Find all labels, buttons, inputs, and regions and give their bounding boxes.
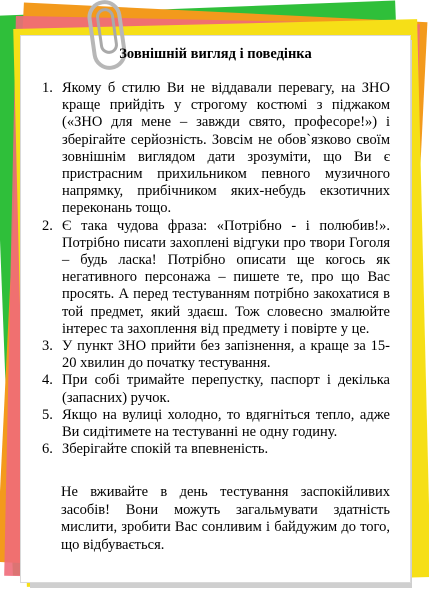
list-item — [42, 372, 390, 406]
warning-note: Не вживайте в день тестування заспокійливих засобів! Вони можуть загальмувати здатність мислити, зробити Вас сонливим і байдужим до того, що відбувається. — [61, 484, 390, 553]
list-item-text: Зберігайте спокій та впевненість. — [62, 441, 269, 458]
tips-list — [42, 80, 390, 458]
list-item-text: Якому б стилю Ви не віддавали перевагу, на ЗНО краще прийдіть у строгому костюмі з піджаком («ЗНО для мене – завжди свято, професоре!») і зберігайте серйозність. Зовсім не обов`язково своїм зовнішнім виглядом дати зрозуміти, що Ви є пристрасним прихильником певного музичного напрямку, прибічником яких-небудь екзотичних переконань тощо. — [62, 80, 390, 217]
list-item-text: При собі тримайте перепустку, паспорт і декілька (запасних) ручок. — [62, 372, 390, 406]
list-item-number: 3. — [42, 338, 53, 355]
list-item-number: 4. — [42, 372, 53, 389]
list-item — [42, 338, 390, 372]
list-item — [42, 441, 390, 458]
list-item-number: 6. — [42, 441, 53, 458]
list-item — [42, 80, 390, 218]
list-item — [42, 407, 390, 441]
list-item-text: Якщо на вулиці холодно, то вдягніться тепло, адже Ви сидітимете на тестуванні не одну годину. — [62, 406, 390, 441]
list-item-text: Є така чудова фраза: «Потрібно - і полюбив!». Потрібно писати захоплені відгуки про твори Гоголя – будь ласка! Потрібно описати ще когось як негативного персонажа – пишете те, про що Вас просять. А перед тестуванням потрібно закохатися в той предмет, який здаєш. Тож словесно змалюйте інтерес та захоплення від предмету і повірте у це. — [62, 217, 390, 337]
list-item-number: 2. — [42, 217, 53, 234]
list-item-number: 5. — [42, 406, 53, 423]
list-item-text: У пункт ЗНО прийти без запізнення, а краще за 15-20 хвилин до початку тестування. — [62, 338, 390, 372]
list-item — [42, 218, 390, 338]
list-item-number: 1. — [42, 80, 53, 96]
page-title: Зовнішній вигляд і поведінка — [119, 46, 312, 62]
